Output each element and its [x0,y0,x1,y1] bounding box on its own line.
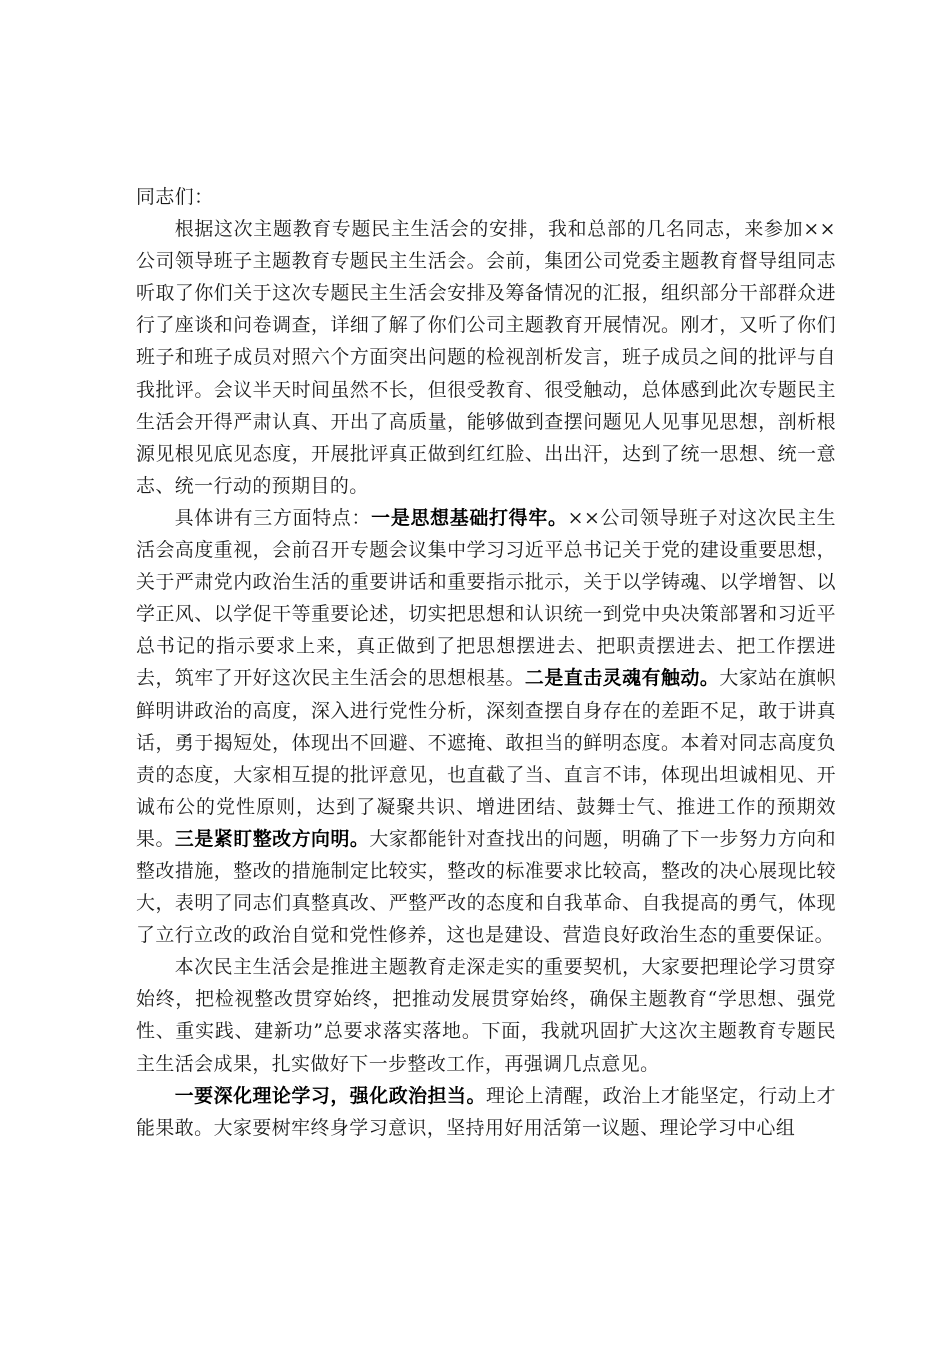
point1-title: 一是思想基础打得牢。 [371,506,568,529]
point3-body: 大家都能针对查找出的问题，明确了下一步努力方向和整改措施，整改的措施制定比较实，整改的标准要求比较高，整改的决心展现比较大，表明了同志们真整真改、严整严改的态度和自我革命、自我提高的勇气，体现了立行立改的政治自觉和党性修养，这也是建设、营造良好政治生态的重要保证。 [136,827,837,947]
point2-body: 大家站在旗帜鲜明讲政治的高度，深入进行党性分析，深刻查摆自身存在的差距不足，敢于讲真话，勇于揭短处，体现出不回避、不遮掩、敢担当的鲜明态度。本着对同志高度负责的态度，大家相互提的批评意见，也直截了当、直言不讳，体现出坦诚相见、开诚布公的党性原则，达到了凝聚共识、增进团结、鼓舞士气、推进工作的预期效果。 [136,667,837,850]
point2-title: 二是直击灵魂有触动。 [524,667,720,690]
paragraph-opening: 根据这次主题教育专题民主生活会的安排，我和总部的几名同志，来参加××公司领导班子主题教育专题民主生活会。会前，集团公司党委主题教育督导组同志听取了你们关于这次专题民主生活会安排及筹备情况的汇报，组织部分干部群众进行了座谈和问卷调查，详细了解了你们公司主题教育开展情况。刚才，又听了你们班子和班子成员对照六个方面突出问题的检视剖析发言，班子成员之间的批评与自我批评。会议半天时间虽然不长，但很受教育、很受触动，总体感到此次专题民主生活会开得严肃认真、开出了高质量，能够做到查摆问题见人见事见思想，剖析根源见根见底见态度，开展批评真正做到红红脸、出出汗，达到了统一思想、统一意志、统一行动的预期目的。 [136,218,836,497]
document-body [136,181,836,1144]
paragraph-point-one [136,1080,836,1144]
point1-body: ××公司领导班子对这次民主生活会高度重视，会前召开专题会议集中学习习近平总书记关于党的建设重要思想，关于严肃党内政治生活的重要讲话和重要指示批示，关于以学铸魂、以学增智、以学正风、以学促干等重要论述，切实把思想和认识统一到党中央决策部署和习近平总书记的指示要求上来，真正做到了把思想摆进去、把职责摆进去、把工作摆进去，筑牢了开好这次民主生活会的思想根基。 [136,506,836,690]
point-one-body: 理论上清醒，政治上才能坚定，行动上才能果敢。大家要树牢终身学习意识，坚持用好用活第一议题、理论学习中心组 [136,1084,837,1139]
paragraph-transition: 本次民主生活会是推进主题教育走深走实的重要契机，大家要把理论学习贯穿始终，把检视整改贯穿始终，把推动发展贯穿始终，确保主题教育“学思想、强党性、重实践、建新功”总要求落实落地。下面，我就巩固扩大这次主题教育专题民主生活会成果，扎实做好下一步整改工作，再强调几点意见。 [136,956,836,1075]
point-one-title: 一要深化理论学习，强化政治担当。 [174,1084,486,1107]
paragraph-features [136,502,836,951]
features-intro: 具体讲有三方面特点： [174,506,372,529]
greeting: 同志们： [136,186,214,208]
point3-title: 三是紧盯整改方向明。 [174,827,370,850]
